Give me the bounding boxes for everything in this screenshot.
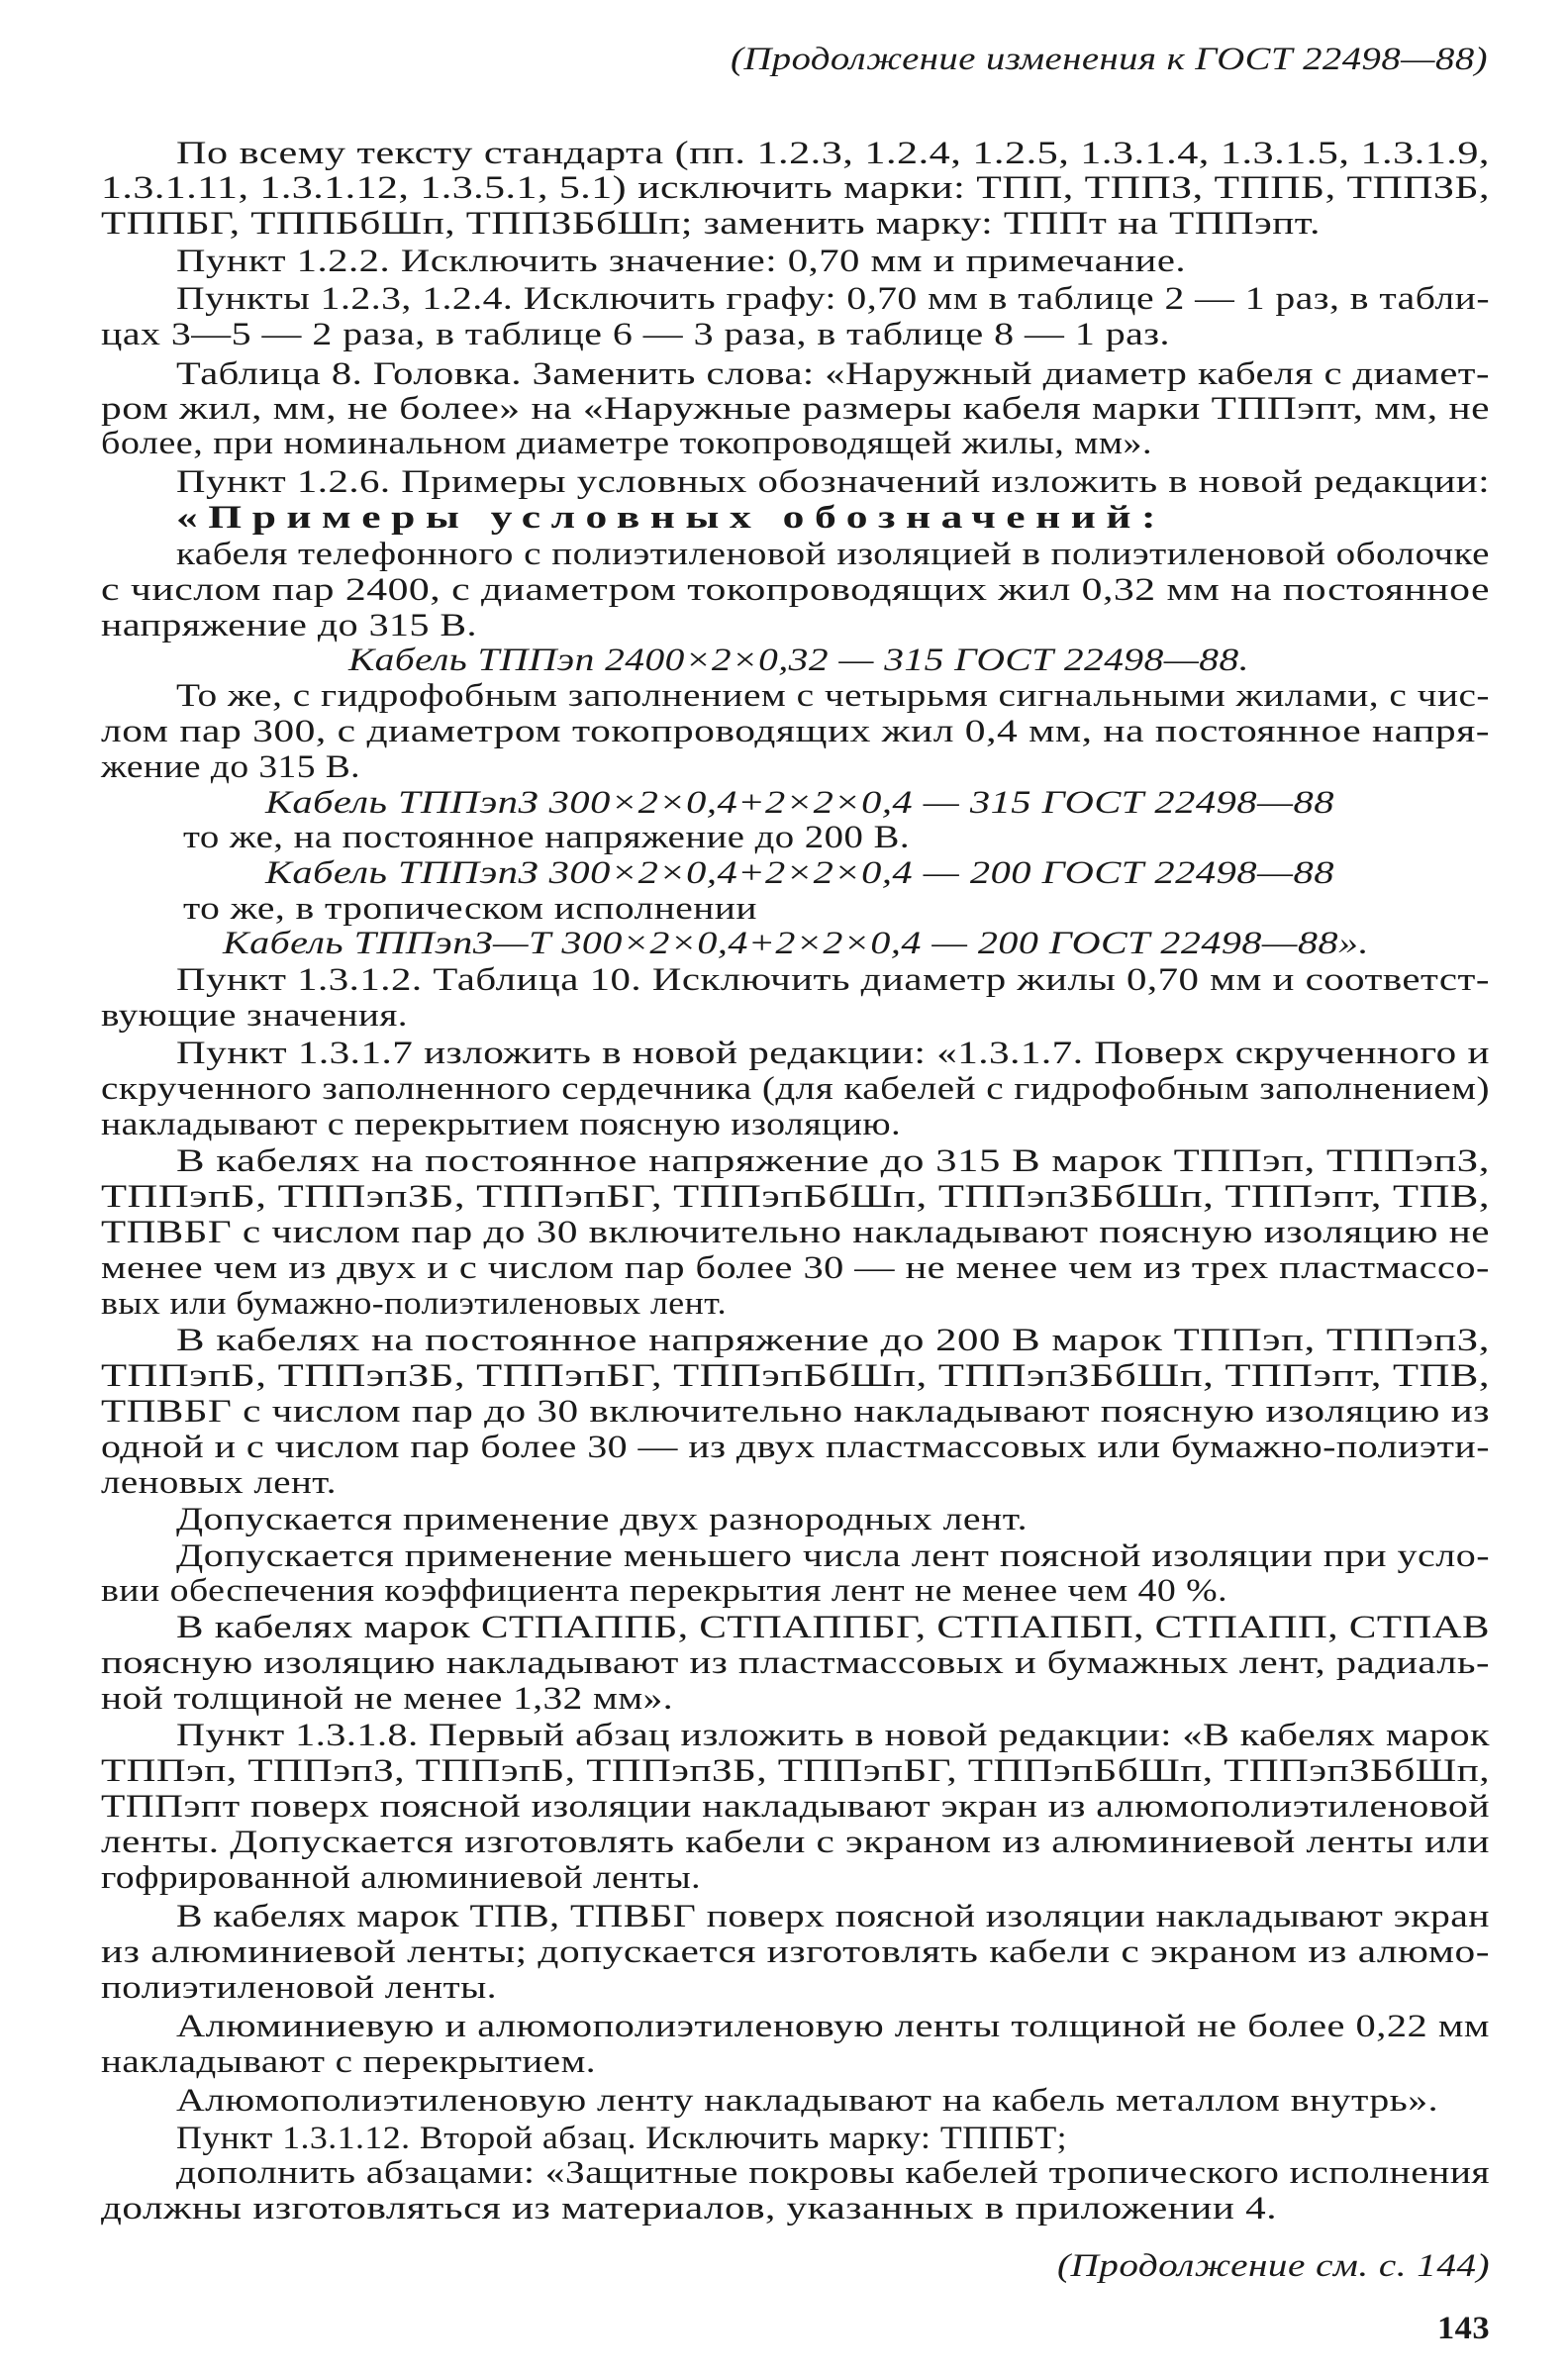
text-line-42: В кабелях марок СТПАППБ, СТПАППБГ, СТПАПБП, СТПАПП, СТПАВ [176,1610,1490,1645]
text-line-43: поясную изоляцию накладывают из пластмассовых и бумажных лент, радиаль- [101,1645,1490,1681]
text-line-53: Алюминиевую и алюмополиэтиленовую ленты толщиной не более 0,22 мм [176,2009,1490,2044]
text-line-20: то же, на постоянное напряжение до 200 В. [183,820,910,855]
text-line-40: Допускается применение меньшего числа лент поясной изоляции при усло- [176,1538,1491,1574]
text-line-35: ТППэпБ, ТППэпЗБ, ТППэпБГ, ТППэпБбШп, ТППэпЗБбШп, ТППэпт, ТПВ, [101,1358,1491,1394]
text-line-33: вых или бумажно-полиэтиленовых лент. [101,1286,727,1322]
text-line-27: скрученного заполненного сердечника (для кабелей с гидрофобным заполнением) [101,1071,1490,1107]
text-line-1: По всему тексту стандарта (пп. 1.2.3, 1.2.4, 1.2.5, 1.3.1.4, 1.3.1.5, 1.3.1.9, [176,136,1490,171]
text-line-32: менее чем из двух и с числом пар более 30 — не менее чем из трех пластмассо- [101,1250,1490,1286]
text-line-56: Пункт 1.3.1.12. Второй абзац. Исключить марку: ТППБТ; [176,2121,1068,2156]
text-line-21: Кабель ТППэпЗ 300×2×0,4+2×2×0,4 — 200 ГОСТ 22498—88 [265,855,1334,891]
text-line-29: В кабелях на постоянное напряжение до 315 В марок ТППэп, ТППэпЗ, [176,1143,1490,1179]
text-line-10: Пункт 1.2.6. Примеры условных обозначений изложить в новой редакции: [176,464,1491,500]
text-line-18: жение до 315 В. [101,749,361,785]
text-line-17: лом пар 300, с диаметром токопроводящих жил 0,4 мм, на постоянное напря- [101,714,1491,749]
text-line-15: Кабель ТППэп 2400×2×0,32 — 315 ГОСТ 22498—88. [348,643,1249,678]
text-line-5: Пункты 1.2.3, 1.2.4. Исключить графу: 0,70 мм в таблице 2 — 1 раз, в табли- [176,281,1491,317]
text-line-44: ной толщиной не менее 1,32 мм». [101,1681,674,1717]
text-line-12: кабеля телефонного с полиэтиленовой изоляцией в полиэтиленовой оболочке [176,537,1490,572]
text-line-24: Пункт 1.3.1.2. Таблица 10. Исключить диаметр жилы 0,70 мм и соответст- [176,962,1490,998]
text-line-26: Пункт 1.3.1.7 изложить в новой редакции: «1.3.1.7. Поверх скрученного и [176,1036,1490,1071]
text-line-31: ТПВБГ с числом пар до 30 включительно накладывают поясную изоляцию не [101,1215,1490,1250]
text-line-52: полиэтиленовой ленты. [101,1970,497,2006]
text-line-41: вии обеспечения коэффициента перекрытия лент не менее чем 40 %. [101,1573,1228,1609]
text-line-7: Таблица 8. Головка. Заменить слова: «Наружный диаметр кабеля с диамет- [176,356,1490,392]
text-line-57: дополнить абзацами: «Защитные покровы кабелей тропического исполнения [176,2155,1491,2191]
text-line-28: накладывают с перекрытием поясную изоляцию. [101,1107,901,1142]
text-line-6: цах 3—5 — 2 раза, в таблице 6 — 3 раза, в таблице 8 — 1 раз. [101,317,1170,352]
text-line-19: Кабель ТППэпЗ 300×2×0,4+2×2×0,4 — 315 ГОСТ 22498—88 [265,785,1334,821]
text-line-2: 1.3.1.11, 1.3.1.12, 1.3.5.1, 5.1) исключить марки: ТПП, ТППЗ, ТППБ, ТППЗБ, [101,170,1490,206]
text-line-22: то же, в тропическом исполнении [183,891,757,927]
text-line-47: ТППэпт поверх поясной изоляции накладывают экран из алюмополиэтиленовой [101,1789,1491,1825]
text-line-30: ТППэпБ, ТППэпЗБ, ТППэпБГ, ТППэпБбШп, ТППэпЗБбШп, ТППэпт, ТПВ, [101,1179,1491,1215]
text-line-49: гофрированной алюминиевой ленты. [101,1860,702,1896]
text-line-50: В кабелях марок ТПВ, ТПВБГ поверх поясной изоляции накладывают экран [176,1899,1491,1934]
text-line-46: ТППэп, ТППэпЗ, ТППэпБ, ТППэпЗБ, ТППэпБГ, ТППэпБбШп, ТППэпЗБбШп, [101,1753,1491,1789]
text-line-58: должны изготовляться из материалов, указанных в приложении 4. [101,2191,1278,2227]
text-line-13: с числом пар 2400, с диаметром токопроводящих жил 0,32 мм на постоянное [101,572,1490,608]
text-line-8: ром жил, мм, не более» на «Наружные размеры кабеля марки ТППэпт, мм, не [101,391,1491,427]
header-continuation: (Продолжение изменения к ГОСТ 22498—88) [731,42,1489,77]
text-line-25: вующие значения. [101,998,408,1034]
page-number: 143 [1437,2311,1490,2346]
text-line-23: Кабель ТППэпЗ—Т 300×2×0,4+2×2×0,4 — 200 ГОСТ 22498—88». [223,926,1369,961]
text-line-55: Алюмополиэтиленовую ленту накладывают на кабель металлом внутрь». [176,2083,1439,2119]
text-line-3: ТППБГ, ТППБбШп, ТППЗБбШп; заменить марку: ТППт на ТППэпт. [101,206,1321,242]
text-line-51: из алюминиевой ленты; допускается изготовлять кабели с экраном из алюмо- [101,1934,1490,1970]
text-line-39: Допускается применение двух разнородных лент. [176,1502,1029,1537]
text-line-9: более, при номинальном диаметре токопроводящей жилы, мм». [101,426,1152,461]
text-line-16: То же, с гидрофобным заполнением с четырьмя сигнальными жилами, с чис- [176,678,1491,714]
continuation-note: (Продолжение см. с. 144) [1057,2248,1490,2284]
text-line-4: Пункт 1.2.2. Исключить значение: 0,70 мм и примечание. [176,244,1187,279]
text-line-54: накладывают с перекрытием. [101,2044,597,2080]
text-line-14: напряжение до 315 В. [101,608,478,643]
text-line-36: ТПВБГ с числом пар до 30 включительно накладывают поясную изоляцию из [101,1394,1491,1430]
text-line-38: леновых лент. [101,1465,338,1501]
text-line-34: В кабелях на постоянное напряжение до 200 В марок ТППэп, ТППэпЗ, [176,1323,1490,1358]
text-line-11: «Примеры условных обозначений: [176,500,1167,536]
text-line-37: одной и с числом пар более 30 — из двух пластмассовых или бумажно-полиэти- [101,1430,1491,1465]
text-line-45: Пункт 1.3.1.8. Первый абзац изложить в новой редакции: «В кабелях марок [176,1718,1491,1753]
text-line-48: ленты. Допускается изготовлять кабели с экраном из алюминиевой ленты или [101,1825,1490,1860]
